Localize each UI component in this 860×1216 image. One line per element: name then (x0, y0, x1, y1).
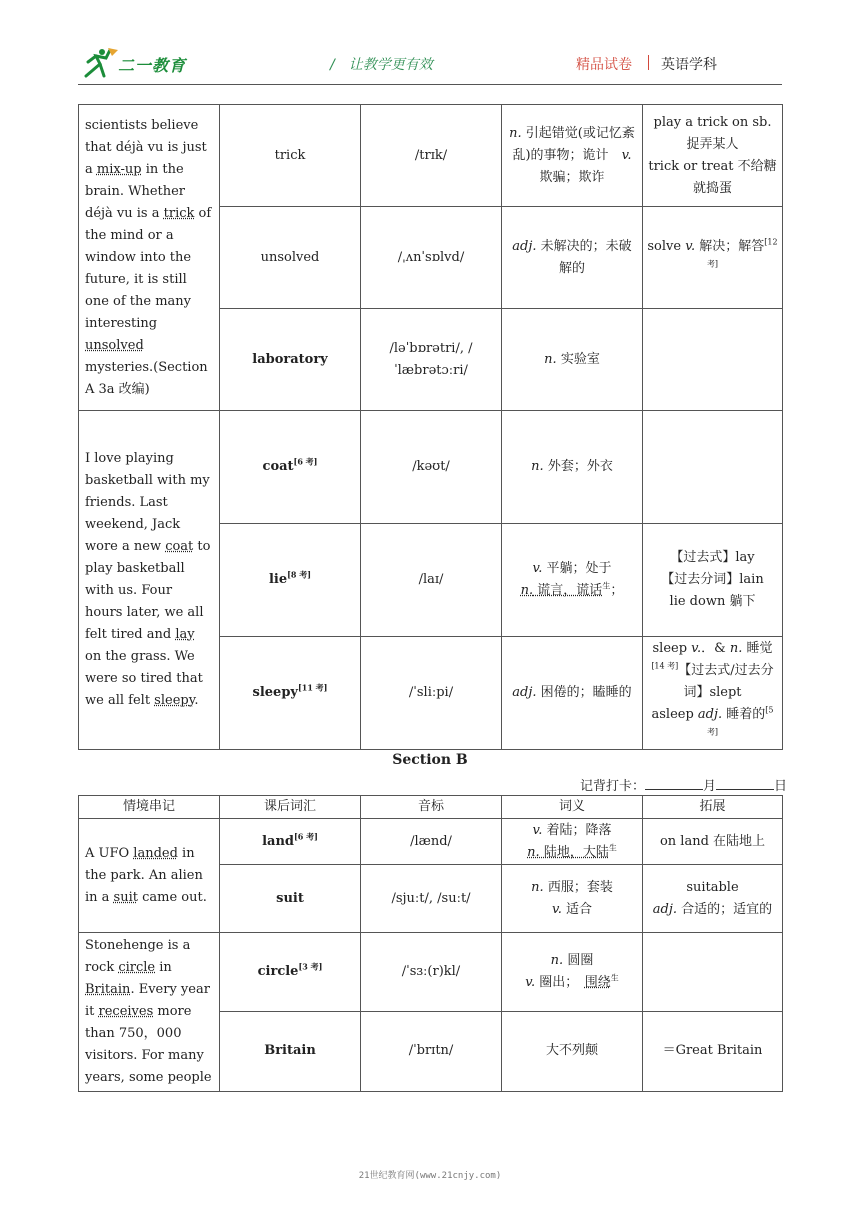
vocab-word: trick (220, 105, 361, 207)
meaning: adj. 困倦的；瞌睡的 (502, 637, 643, 750)
header-divider (648, 55, 649, 70)
header-vocab: 课后词汇 (220, 796, 361, 819)
vocab-word: circle[3 考] (220, 933, 361, 1012)
meaning: adj. 未解决的；未破解的 (502, 207, 643, 309)
phonetic: /ˈbrɪtn/ (361, 1011, 502, 1091)
premium-label: 精品试卷 (576, 57, 632, 73)
vocab-table-section-b (78, 795, 783, 1092)
subject-label: 英语学科 (661, 57, 717, 73)
vocab-word: Britain (220, 1011, 361, 1091)
vocab-table-section-a (78, 104, 783, 750)
extension: solve v. 解决；解答[12 考] (643, 207, 783, 309)
slogan: / 让教学更有效 (330, 57, 433, 73)
extension: play a trick on sb. 捉弄某人 trick or treat 不给糖就捣蛋 (643, 105, 783, 207)
header-phonetic: 音标 (361, 796, 502, 819)
header-extension: 拓展 (643, 796, 783, 819)
logo-text: 二一教育 (118, 56, 187, 75)
vocab-word: lie[8 考] (220, 524, 361, 637)
context-passage: A UFO landed in the park. An alien in a suit came out. (79, 819, 220, 933)
extension (643, 411, 783, 524)
extension (643, 933, 783, 1012)
day-blank[interactable] (716, 777, 774, 790)
table-row (79, 819, 783, 865)
context-passage: scientists believe that déjà vu is just a mix-up in the brain. Whether déjà vu is a trick of the mind or a window into the future, it is still one of the many interesting unsolved mysteries.(Section A 3a 改编) (79, 105, 220, 411)
extension: sleep v.．& n. 睡觉[14 考]【过去式/过去分词】slept asleep adj. 睡着的[5 考] (643, 637, 783, 750)
vocab-word: unsolved (220, 207, 361, 309)
table-row (79, 411, 783, 524)
meaning: n. 西服；套装 v. 适合 (502, 865, 643, 933)
meaning: v. 着陆；降落 n. 陆地，大陆$^生$ (502, 819, 643, 865)
phonetic: /kəʊt/ (361, 411, 502, 524)
vocab-word: laboratory (220, 309, 361, 411)
table-row (79, 933, 783, 1012)
phonetic: /ˌʌnˈsɒlvd/ (361, 207, 502, 309)
phonetic: /sjuːt/, /suːt/ (361, 865, 502, 933)
table-header-row (79, 796, 783, 819)
context-passage: Stonehenge is a rock circle in Britain. Every year it receives more than 750，000 visitors. For many years, some people (79, 933, 220, 1092)
phonetic: /ləˈbɒrətri/, /ˈlæbrətɔːri/ (361, 309, 502, 411)
vocab-word: suit (220, 865, 361, 933)
section-title: Section B (392, 752, 468, 768)
vocab-word: land[6 考] (220, 819, 361, 865)
header-meaning: 词义 (502, 796, 643, 819)
extension: on land 在陆地上 (643, 819, 783, 865)
header-rule (78, 84, 782, 85)
phonetic: /trɪk/ (361, 105, 502, 207)
meaning: 大不列颠 (502, 1011, 643, 1091)
meaning: v. 平躺；处于 n. 谎言，谎话$^生$； (502, 524, 643, 637)
context-passage: I love playing basketball with my friends. Last weekend, Jack wore a new coat to play basketball with us. Four hours later, we all felt tired and lay on the grass. We were so tired that we all felt sleepy. (79, 411, 220, 750)
header-context: 情境串记 (79, 796, 220, 819)
extension: 【过去式】lay 【过去分词】lain lie down 躺下 (643, 524, 783, 637)
extension: suitable adj. 合适的；适宜的 (643, 865, 783, 933)
meaning: n. 外套；外衣 (502, 411, 643, 524)
meaning: n. 引起错觉(或记忆紊乱)的事物；诡计 v. 欺骗；欺诈 (502, 105, 643, 207)
extension: ＝Great Britain (643, 1011, 783, 1091)
vocab-word: coat[6 考] (220, 411, 361, 524)
phonetic: /ˈsliːpi/ (361, 637, 502, 750)
vocab-word: sleepy[11 考] (220, 637, 361, 750)
meaning: n. 圆圈 v. 圈出； 围绕$^生$ (502, 933, 643, 1012)
meaning: n. 实验室 (502, 309, 643, 411)
checkin-line: 记背打卡： 月 日 (580, 779, 788, 794)
extension (643, 309, 783, 411)
phonetic: /laɪ/ (361, 524, 502, 637)
phonetic: /ˈsɜː(r)kl/ (361, 933, 502, 1012)
phonetic: /lænd/ (361, 819, 502, 865)
month-blank[interactable] (645, 777, 703, 790)
table-row (79, 105, 783, 207)
footer: 21世纪教育网(www.21cnjy.com) (358, 1171, 502, 1181)
